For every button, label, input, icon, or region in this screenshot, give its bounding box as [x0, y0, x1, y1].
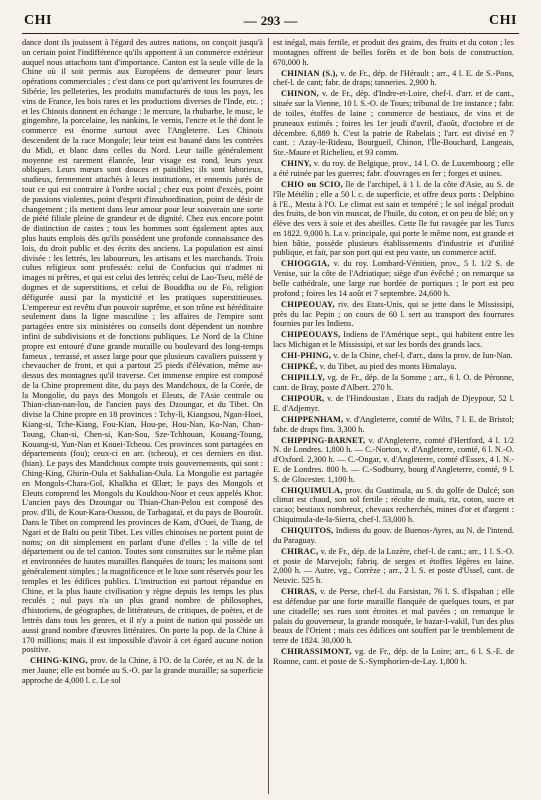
entry-headword: CHIO ou SCIO, [281, 179, 343, 189]
entry-headword: CHIPILLY, [281, 373, 325, 383]
entry-text: v. d'Angleterre, comté de Wilts, 7 l. E. de Bristol; fabr. de draps fins. 3,300 h. [273, 414, 514, 434]
entry-headword: CHIPPENHAM, [281, 414, 344, 424]
entry [273, 362, 514, 372]
page-number: — 293 — [240, 13, 302, 29]
entry [273, 259, 514, 298]
entry-text: v. du roy. Lombard-Vénitien, prov., 5 l. 1/2 S. de Venise, sur la côte de l'Adriatique; siège d'un évêché ; on remarque sa belle cathédrale, une large rue bordée de portiques ; le port est peu profond ; foires les 14 août et 7 septembre. 24,600 h. [273, 259, 514, 298]
entry [273, 647, 514, 667]
entry [273, 330, 514, 350]
entry [22, 656, 263, 685]
entry-headword: CHIPOUR, [281, 393, 325, 403]
entry-text: prov. de la Chine, à l'O. de la Corée, et au N. de la mer Jaune; elle est bornée au S.-O. par la grande muraille; sa superficie approche de 4,000 l. c. Le sol [22, 656, 263, 685]
entry-headword: CHIRAS, [281, 587, 318, 597]
entry-text: v. du Tibet, au pied des monts Himalaya. [317, 362, 457, 372]
entry-text: v. de la Chine, chef-l. d'arr., dans la prov. de Iun-Nan. [331, 351, 513, 361]
right-running-headword: CHI [489, 13, 517, 28]
entry [273, 69, 514, 89]
entry-text: prov. du Guatimala, au S. du golfe de Dulcé; son climat est chaud, son sol fertile ; récolte de maïs, riz, coton, sucre et cacao; bestiaux nombreux, chevaux recherchés, mines d'or et d'argent : Chiquimula-de-la-Sierra, chef-l. 53,000 h. [273, 485, 514, 525]
entry [273, 486, 514, 525]
entry-text: v. de Fr., dép. de l'Hérault ; arr., 4 l. E. de S.-Pons, chef-l. de cant; fabr. de draps; tanneries. 2,900 h. [273, 68, 514, 88]
header-rule [22, 33, 519, 34]
entry-headword: CHIOGGIA, [281, 259, 330, 269]
entry-text: Indiens de l'Amérique sept., qui habitent entre les lacs Michigan et le Mississipi, et sur les bords des grands lacs. [273, 330, 514, 350]
entry-headword: CHINON, [281, 89, 319, 99]
entry-headword: CHIRASSIMONT, [281, 647, 352, 657]
entry-headword: CHIPKÉ, [281, 362, 318, 372]
entry-headword: CHIPPING-BARNET, [281, 435, 366, 445]
entry-text: v. du roy. de Belgique, prov., 14 l. O. de Luxembourg ; elle a été ruinée par les guerres; fabr. d'ouvrages en fer ; forges et usines. [273, 159, 514, 178]
entry-headword: CHIPEOUAYS, [281, 330, 341, 340]
entry-headword: CHINIAN (S.), [281, 68, 338, 78]
entry-text: île de l'archipel, à 1 l. de la côte d'Asie, au S. de l'île Métélin ; elle a 50 l. c. de superficie, et offre deux ports : Delphino à l'E., Mesta à l'O. Le climat est sain et tempéré ; le sol inégal produit des fruits, de bon vin muscat, de l'huile, du coton, et on peu de blé; on y élève des vers à soie et des abeilles. Cette île fut ravagée par les Turcs en 1822. 9,000 h. La v. principale, qui porte le même nom, est grande et bien bâtie, possède plusieurs établissements d'industrie et d'utilité publique, et fait, par son port qui est peu vaste, un commerce actif. [273, 179, 514, 258]
entry-text: vg. de Fr., dép. de la Loire; arr., 6 l. S.-E. de Roanne, cant. et poste de S.-Symphorien-de-Lay. 1,800 h. [273, 647, 514, 666]
entry-text: Indiens du gouv. de Buenos-Ayres, au N. de l'intend. du Paraguay. [273, 526, 514, 545]
entry-text: v. de Fr., dép. d'Indre-et-Loire, chef-l. d'arr. et de cant., située sur la Vienne, 10 l. S.-O. de Tours; tribunal de 1re instance ; fabr. de toiles, étoffes de laine ; commerce de bestiaux, de vins et de pruneaux estimés ; foires les 1er jeudi d'avril, d'août, d'octobre et de décembre. 6,889 h. C'est la patrie de Rabelais ; l'arr. est divisé en 7 cant. : Azay-le-Rideau, Bourgueil, Chinon, l'Île-Bouchard, Langeais, Ste.-Maure et Richelieu, et 93 comm. [273, 89, 514, 158]
entry-headword: CHIQUITOS, [281, 526, 334, 536]
page-header [24, 10, 517, 32]
entry-text: vg. de Fr., dép. de la Somme ; arr., 6 l. O. de Péronne, cant. de Bray, poste d'Albert. 270 h. [273, 373, 514, 392]
entry [273, 587, 514, 646]
entry [273, 436, 514, 485]
two-column-body [22, 38, 521, 794]
entry [273, 373, 514, 393]
left-running-headword: CHI [24, 13, 52, 28]
entry [273, 547, 514, 586]
entry [273, 159, 514, 179]
entry-headword: CHING-KING, [30, 656, 88, 666]
left-column [22, 38, 263, 794]
entry [273, 394, 514, 414]
entry-text: v. de l'Hindoustan , Etats du radjah de Djeypour, 52 l. E. d'Adjemyr. [273, 393, 514, 413]
entry-text: riv. des Etats-Unis, qui se jette dans le Mississipi, près du lac Pepin ; on cours de 60 l. sert au transport des fourrures fournies par les Indiens. [273, 299, 514, 329]
entry-text: v. de Fr., dép. de la Lozère, chef-l. de cant.; arr., 1 l. S.-O. et poste de Marvejols; fabriq. de serges et étoffes légères en laine. 2,000 h. — Autre, vg., Corrèze ; arr., 2 l. S. et poste d'Ussel, cant. de Neuvic. 525 h. [273, 546, 514, 586]
right-column [273, 38, 514, 794]
entry [273, 180, 514, 258]
entry-headword: CHINY, [281, 159, 312, 169]
entry [273, 351, 514, 361]
entry [273, 300, 514, 329]
column-divider [268, 38, 269, 794]
entry-headword: CHI-PHING, [281, 351, 332, 361]
entry-headword: CHIPEOUAY, [281, 299, 335, 309]
entry-text: v. d'Angleterre, comté d'Hertford, 4 l. 1/2 N. de Londres. 1,800 h. — C.-Norton, v. d'Angleterre, comté, 6 l. N.-O. d'Oxford. 2,300 h. — C.-Ongar, v. d'Angleterre, comté d'Essex, 4 l. N.-E. de Londres. 800 h. — C.-Sodburry, bourg d'Angleterre, comté, 9 l. S. de Glocester. 1,100 h. [273, 435, 514, 484]
entry-headword: CHIRAC, [281, 546, 319, 556]
entry [273, 89, 514, 158]
entry-headword: CHIQUIMULA, [281, 485, 343, 495]
entry-text: v. de Perse, chef-l. du Farsistan, 76 l. S. d'Ispahan ; elle est défendue par une forte muraille flanquée de quelques tours, et par une citadelle; ses rues sont étroites et mal pavées ; on remarque le palais du gouverneur, la grande mosquée, le bazar-I-vakil, l'un des plus beaux de l'Orient ; mais ces édifices ont souffert par le tremblement de terre de 1824. 30,000 h. [273, 587, 514, 646]
entry [273, 526, 514, 546]
entry [273, 415, 514, 435]
continued-paragraph: dance dont ils jouissent à l'égard des autres nations, on conçoit jusqu'à un certain point l'indifférence qu'ils apportent à un commerce extérieur auquel nous attachons tant d'importance. Canton est la seule ville de la Chine où il soit permis aux Européens de demeurer pour leurs opérations commerciales ; c'est dans ce port qu'arrivent les fourrures de Sibérie, les pelleteries, les produits manufacturés de tous les pays, les vins de France, les bois rares et les productions diverses de l'Inde, etc. ; et les Chinois donnent en échange : le mercure, la rhubarbe, le musc, le gingembre, la porcelaine, les nankins, le vernis, l'encre et le thé dont le commerce est énorme surtout avec l'Angleterre. Les Chinois descendent de la race Mongole; leur teint est basané dans les contrées du Midi, et blanc dans celles du Nord. Leur taille généralement moyenne est rarement élancée, leur visage est rond, leurs yeux obliques. Leurs mœurs sont douces et paisibles; ils sont laborieux, studieux, fermement attachés à leurs institutions, et ennemis jurés de tout ce qui est contraire à l'ordre social ; chez eux point d'excès, point de passions violentes, point d'esprit d'insubordination, point de désir de changement ; ils mettent dans leur amour pour leur souverain une sorte de piété filiale pleine de grandeur et de dignité. Chez eux encore point de distinction de castes ; tous les hommes sont également aptes aux plus hauts emplois dès qu'ils possèdent une profonde connaissance des lois, du droit public et des écrits des anciens. La population est ainsi divisée : les lettrés, les laboureurs, les artisans et les marchands. Trois cultes religieux sont professés: celui de Confucius qui n'admet ni images ni prêtres, et qui est celui des lettrés; celui de Lao-Tseu, mêlé de dogmes et de superstitions, et celui de Bouddha ou de Fo, religion défigurée aussi par la mysticité et les pratiques superstitieuses. L'empereur est revêtu d'un pouvoir suprême, et son trône est héréditaire seulement dans la ligne masculine ; les affaires de l'empire sont partagées entre six ministères ou conseils dont dépendent un nombre infini de subdivisions et de fonctions publiques. Le Nord de la Chine propre est entouré d'une grande muraille ou boulevard des long-temps fameux , terrassé, et assez large pour que plusieurs cavaliers puissent y chevaucher de front, et qui a partout 25 pieds d'élévation, même au-dessus des montagnes qu'il traverse. Cet immense empire est composé de la Chine proprement dite, du pays des Mandchoux, de la Corée, de la Mongolie, du pays des Mongols et Eleuts, de l'Asie centrale ou Thian-chan-nan-lou, de l'ancien pays des Dzoungar, et du Tibet. On divise la Chine propre en 18 provinces : Tchy-li, Kiangsou, Ngan-Hoei, Kiang-si, Tche-Kiang, Fou-Kian, Hou-pe, Hou-Nan, Ko-Nan, Chan-Toung, Chan-si, Chen-si, Kan-Sou, Sze-Tchhouan, Kouang-Toung, Kouang-si, Yun-Nan et Kouei-Tcheou. Ces provinces sont partagées en départements (fou); ceux-ci en arr. (tcheou), et ces derniers en dist. (hian). Le pays des Mandchoux compte trois gouvernements, qui sont : Ching-King, Ghirin-Oula et Sakhalian-Oula. La Mongolie est partagée en Mongols-Chara-Gol, Khalkha et Œlœt; le pays des Mongols et Eleuts comprend les Mongols du Koukhou-Noor et ceux appelés Khor. L'ancien pays des Dzoungar ou Thian-Chan-Pelou est composé des prov. d'Ili, de Kour-Kara-Oussou, de Tarbagataï, et du pays de Bouroût. Dans le Tibet on comprend les provinces de Kam, d'Ouei, de Tsang, de Ngari et de Balti ou petit Tibet. Les villes chinoises ne portent point de noms; on dit simplement en parlant d'une d'elles : la ville de tel département ou de tel canton. Toutes sont construites sur le même plan et environnées de hautes murailles flanquées de tours; les maisons sont généralement simples ; la magnificence et le luxe sont réservés pour les temples et les édifices publics. L'instruction est partout répandue en Chine, et la plus haute civilisation y règne depuis les temps les plus reculés ; nul pays n'a un plus grand nombre de philosophes, d'historiens, de géographes, de littérateurs, de critiques, de poètes, et de lettrés dans tous les genres, et il n'y a point de nation qui possède un aussi grand nombre d'œuvres littéraires. On porte la pop. de la Chine à 170 millions; mais il est impossible d'avoir à cet égard aucune notion positive. [22, 38, 263, 655]
continued-entry-text: est inégal, mais fertile, et produit des grains, des fruits et du coton ; les montagnes offrent de belles forêts et de bon bois de construction. 670,000 h. [273, 38, 514, 67]
